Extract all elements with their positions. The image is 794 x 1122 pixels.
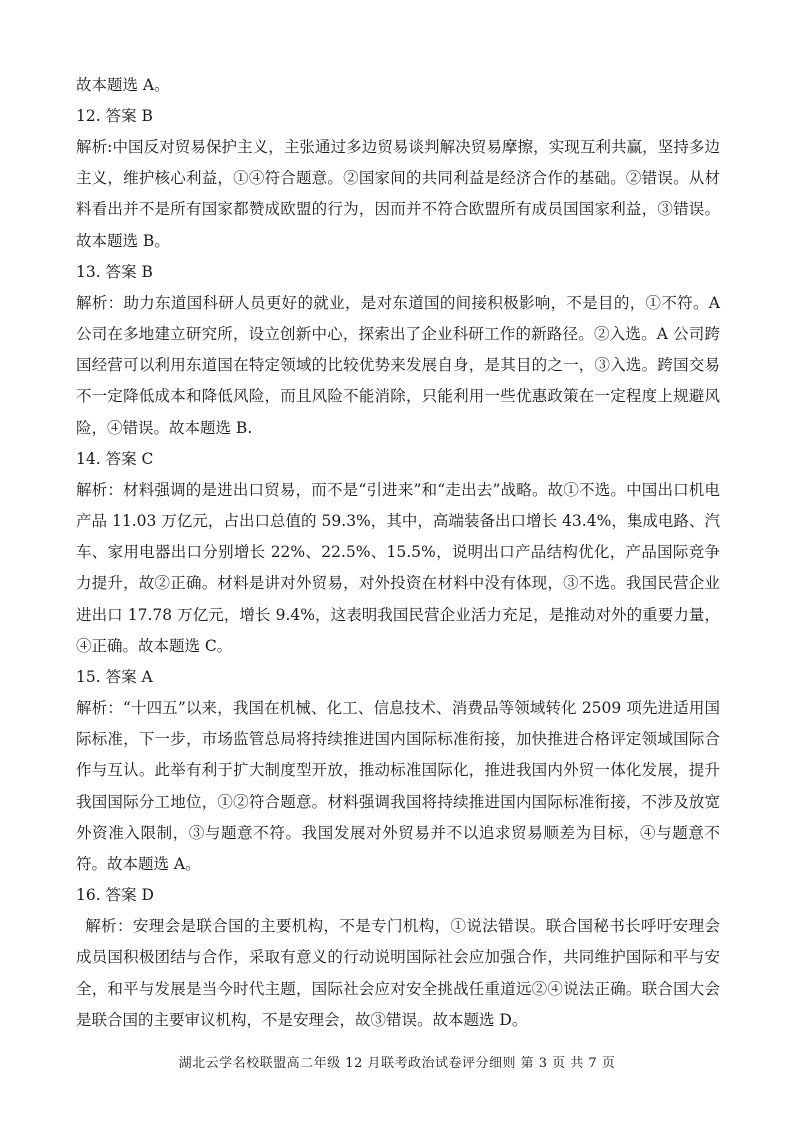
answer-content xyxy=(76,70,720,1036)
answer-heading: 16. 答案 D xyxy=(76,886,154,905)
answer-item-16 xyxy=(76,880,720,1036)
answer-heading: 15. 答案 A xyxy=(76,668,153,687)
answer-heading: 13. 答案 B xyxy=(76,262,153,281)
answer-item-13 xyxy=(76,257,720,444)
answer-item-14 xyxy=(76,444,720,662)
lead-line: 故本题选 A。 xyxy=(76,76,170,94)
answer-item-15 xyxy=(76,662,720,880)
answer-explanation: 解析：安理会是联合国的主要机构，不是专门机构，①说法错误。联合国秘书长呼吁安理会成员国积极团结与合作，采取有意义的行动说明国际社会应加强合作，共同维护国际和平与安全，和平与发展是当今时代主题，国际社会应对安全挑战任重道远②④说法正确。联合国大会是联合国的主要审议机构，不是安理会，故③错误。故本题选 D。 xyxy=(76,917,720,1029)
answer-explanation: 解析：助力东道国科研人员更好的就业，是对东道国的间接积极影响，不是目的，①不符。A 公司在多地建立研究所，设立创新中心，探索出了企业科研工作的新路径。②入选。A 公司跨国经营可以利用东道国在特定领域的比较优势来发展自身，是其目的之一，③入选。跨国交易不一定降低成本和降低风险，而且风险不能消除，只能利用一些优惠政策在一定程度上规避风险，④错误。故本题选 B. xyxy=(76,293,720,437)
answer-heading: 12. 答案 B xyxy=(76,107,153,125)
answer-item-12 xyxy=(76,101,720,257)
answer-explanation: 解析：“十四五”以来，我国在机械、化工、信息技术、消费品等领域转化 2509 项先进适用国际标准，下一步，市场监管总局将持续推进国内国际标准衔接，加快推进合格评定领域国际合作与互认。此举有利于扩大制度型开放，推动标准国际化，推进我国内外贸一体化发展，提升我国国际分工地位，①②符合题意。材料强调我国将持续推进国内国际标准衔接，不涉及放宽外资准入限制，③与题意不符。我国发展对外贸易并不以追求贸易顺差为目标，④与题意不符。故本题选 A。 xyxy=(76,699,720,874)
page-footer: 湖北云学名校联盟高二年级 12 月联考政治试卷评分细则 第 3 页 共 7 页 xyxy=(178,1056,616,1071)
answer-explanation: 解析:中国反对贸易保护主义，主张通过多边贸易谈判解决贸易摩擦，实现互利共赢，坚持多边主义，维护核心利益，①④符合题意。②国家间的共同利益是经济合作的基础。②错误。从材料看出并不是所有国家都赞成欧盟的行为，因而并不符合欧盟所有成员国国家利益，③错误。故本题选 B。 xyxy=(76,138,720,250)
answer-heading: 14. 答案 C xyxy=(76,449,154,468)
answer-explanation: 解析：材料强调的是进出口贸易，而不是“引进来”和“走出去”战略。故①不选。中国出口机电产品 11.03 万亿元，占出口总值的 59.3%，其中，高端装备出口增长 43.4%，集成电路、汽车、家用电器出口分别增长 22%、22.5%、15.5%，说明出口产品结构优化，产品国际竞争力提升，故②正确。材料是讲对外贸易，对外投资在材料中没有体现，③不选。我国民营企业进出口 17.78 万亿元，增长 9.4%，这表明我国民营企业活力充足，是推动对外的重要力量，④正确。故本题选 C。 xyxy=(76,480,720,655)
